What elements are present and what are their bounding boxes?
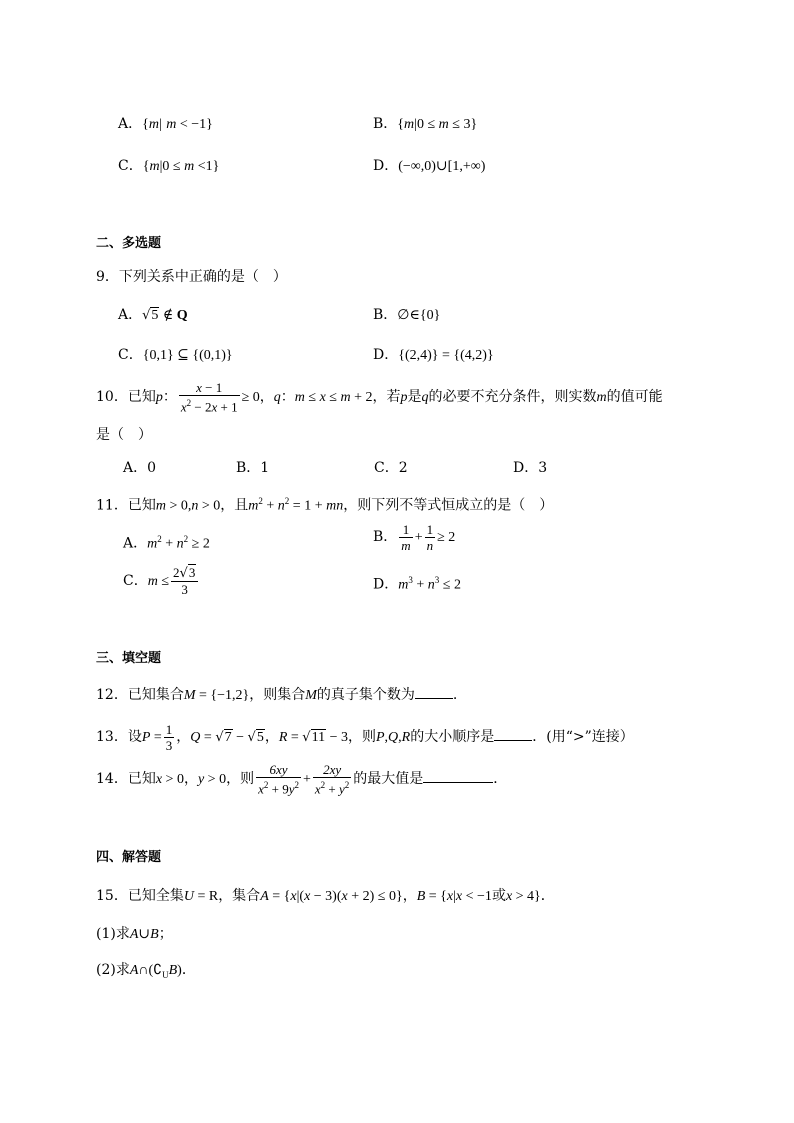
- q15-part-2: (2)求$A\cap(∁_UB)$．: [96, 962, 196, 980]
- q8-option-a-label: A．: [118, 116, 143, 132]
- q12-end: .: [452, 687, 458, 703]
- q13-prefix: 13．设: [96, 729, 142, 745]
- q15-prefix: 15．已知全集: [96, 888, 184, 904]
- q15-text-1: ，集合: [218, 888, 261, 904]
- q9-option-b-label: B．: [373, 307, 398, 323]
- q8-option-b: B．{m|0 ≤ m ≤ 3}: [373, 116, 478, 132]
- q11-stem: 11．已知m > 0,n > 0，且$m^2 + n^2 = 1$ + mn，则下列不等式恒成立的是（ ）: [96, 496, 554, 514]
- q9-option-b: B．∅∈{0}: [373, 307, 441, 323]
- q8-option-c: C．{m|0 ≤ m <1}: [118, 158, 220, 174]
- q14-text-3: 的最大值是: [353, 771, 424, 787]
- q9-option-c: C．{0,1} ⊆ {(0,1)}: [118, 347, 233, 363]
- section-title-multiple-choice: 二、多选题: [96, 236, 162, 251]
- q14-text-1: ，: [183, 771, 198, 787]
- q15-or-word: 或: [491, 888, 506, 904]
- q8-option-d-label: D．: [373, 158, 399, 174]
- q10-text-7: 的值可能: [606, 389, 663, 406]
- q13-end: ．(用“>”连接）: [532, 729, 634, 745]
- q13-text-3: ，则: [347, 729, 376, 745]
- q12-stem: 12．已知集合M = {−1,2}，则集合M的真子集个数为 .: [96, 687, 458, 703]
- q14-end: ．: [493, 771, 508, 787]
- q13-stem: 13．设P = $\frac{1}{3}$ ，Q = √7 − √5，R = √11 − 3，则P,Q,R的大小顺序是 ．(用“>”连接）: [96, 721, 634, 753]
- q15-part-1-end: ；: [158, 926, 173, 942]
- q8-option-a: A．{m| m < −1}: [118, 116, 213, 132]
- q13-text-1: ，: [176, 729, 191, 745]
- section-title-fill-in: 三、填空题: [96, 651, 162, 666]
- q11-text-2: ，则下列不等式恒成立的是（ ）: [343, 497, 554, 514]
- q9-option-c-label: C．: [118, 347, 143, 363]
- q12-text-2: 的真子集个数为: [316, 687, 415, 703]
- q14-answer-blank[interactable]: [423, 770, 493, 783]
- q14-stem: 14．已知x > 0，y > 0，则 $\frac{6xy}{x^2 + 9y^2}$ + $\frac{2xy}{x^2 + y^2}$ 的最大值是 ．: [96, 761, 508, 797]
- q9-stem: 9．下列关系中正确的是（ ）: [96, 269, 287, 285]
- q11-option-a: A．$m^2 + n^2 \ge 2$: [123, 534, 210, 552]
- q12-prefix: 12．已知集合: [96, 687, 184, 703]
- q12-answer-blank[interactable]: [415, 686, 453, 699]
- q10-option-c: C．2: [374, 460, 408, 476]
- q11-option-c: C．m ≤ $\frac{2√3}{3}$: [123, 562, 200, 601]
- q11-prefix: 11．已知: [96, 497, 156, 514]
- q9-option-a: A．√5 ∉ Q: [118, 307, 188, 323]
- q14-text-2: ，则: [226, 771, 255, 787]
- q13-text-2: ，: [264, 729, 279, 745]
- q10-text-1: ：: [162, 389, 177, 406]
- section-title-solutions: 四、解答题: [96, 850, 162, 865]
- q15-part-2-end: ．: [181, 962, 196, 978]
- q10-prefix: 10．已知: [96, 389, 156, 406]
- q8-option-c-label: C．: [118, 158, 143, 174]
- q11-option-b: B． $\frac{1}{m}$ + $\frac{1}{n}$ ≥ 2: [373, 521, 456, 553]
- q10-option-a: A．0: [123, 460, 157, 476]
- q10-text-4: ，若: [372, 389, 401, 406]
- q10-text-2: ，: [259, 389, 274, 406]
- q11-option-b-label: B．: [373, 529, 398, 545]
- q10-text-3: ：: [280, 389, 295, 406]
- q15-part-2-prefix: (2)求: [96, 962, 130, 978]
- q15-stem: 15．已知全集U = R，集合A = {x|(x − 3)(x + 2) ≤ 0}，B = {x|x < −1或x > 4}．: [96, 888, 555, 904]
- q10-option-b: B．1: [236, 460, 270, 476]
- q10-text-6: 的必要不充分条件，则实数: [428, 389, 597, 406]
- q15-part-1: (1)求A∪B；: [96, 926, 173, 942]
- q8-option-b-label: B．: [373, 116, 398, 132]
- q9-option-d: D．{(2,4)} = {(4,2)}: [373, 347, 494, 363]
- q9-option-d-label: D．: [373, 347, 399, 363]
- q9-option-a-label: A．: [118, 307, 143, 323]
- q14-prefix: 14．已知: [96, 771, 156, 787]
- q11-option-d: D．$m^3 + n^3 \le 2$: [373, 575, 461, 593]
- q10-stem-line2: 是（ ）: [96, 427, 152, 443]
- q10-option-d: D．3: [513, 460, 548, 476]
- q13-answer-blank[interactable]: [494, 728, 532, 741]
- q11-option-a-label: A．: [123, 535, 148, 552]
- q11-option-c-label: C．: [123, 573, 148, 589]
- q15-end: ．: [540, 888, 555, 904]
- q10-text-5: 是: [407, 389, 422, 406]
- q10-stem: 10．已知p： $\frac{x - 1}{x^2 - 2x + 1}$ ≥ 0，q：m ≤ x ≤ m + 2，若p是q的必要不充分条件，则实数m的值可能: [96, 380, 663, 415]
- q8-option-d: D．(−∞,0)∪[1,+∞): [373, 158, 486, 174]
- q15-part-1-prefix: (1)求: [96, 926, 130, 942]
- q11-text-1: ，且: [220, 497, 249, 514]
- q13-text-4: 的大小顺序是: [410, 729, 495, 745]
- q11-option-d-label: D．: [373, 576, 399, 593]
- q15-text-2: ，: [402, 888, 417, 904]
- q12-text-1: ，则集合: [249, 687, 306, 703]
